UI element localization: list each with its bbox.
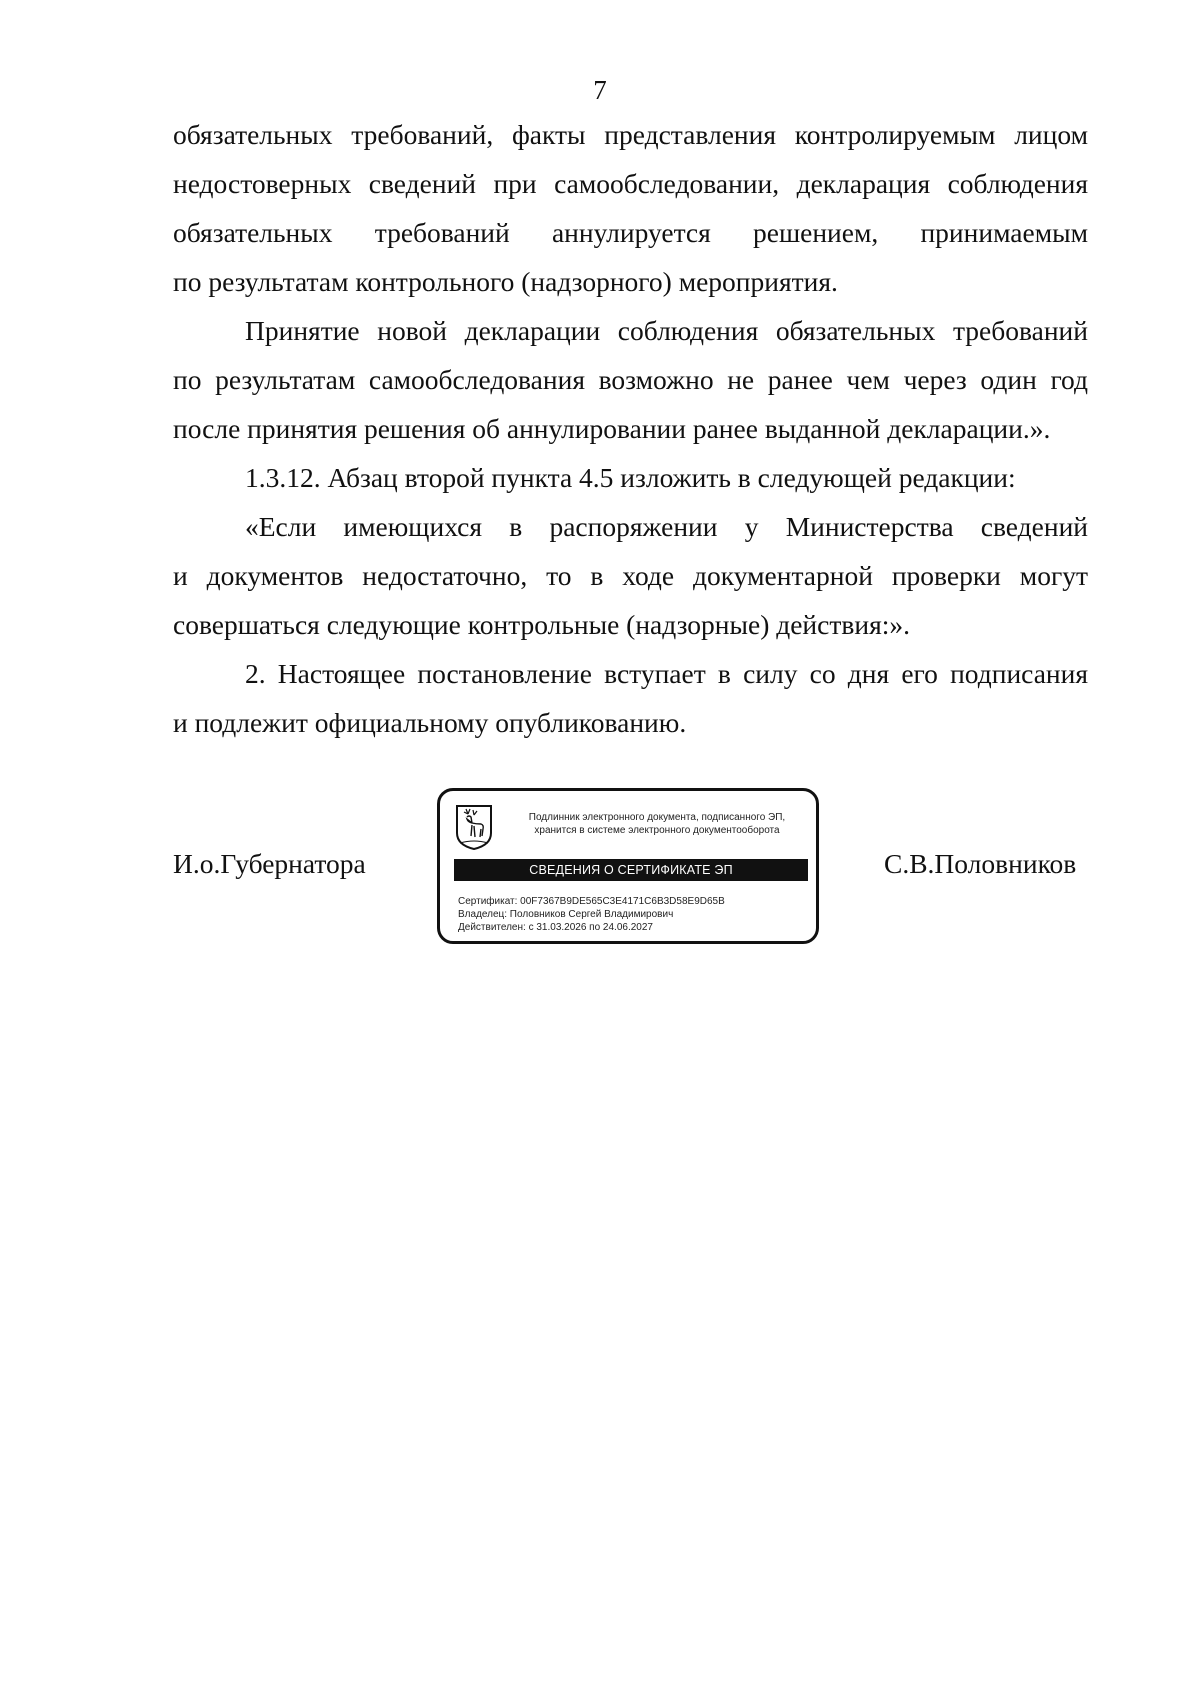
- certificate-info-bar: СВЕДЕНИЯ О СЕРТИФИКАТЕ ЭП: [454, 859, 808, 881]
- certificate-serial: Сертификат: 00F7367B9DE565C3E4171C6B3D58E9D65B: [458, 896, 725, 907]
- electronic-signature-stamp: [437, 788, 819, 944]
- signatory-name: С.В.Половников: [884, 848, 1077, 879]
- certificate-validity: Действителен: с 31.03.2026 по 24.06.2027: [458, 922, 653, 933]
- stamp-header-line: Подлинник электронного документа, подписанного ЭП,: [528, 812, 786, 823]
- text-line: и документов недостаточно, то в ходе документарной проверки могут: [173, 560, 1088, 591]
- page-number: 7: [593, 75, 607, 105]
- stamp-header: [502, 811, 812, 837]
- text-line: 2. Настоящее постановление вступает в силу со дня его подписания: [245, 658, 1088, 689]
- text-line: обязательных требований, факты представления контролируемым лицом: [173, 119, 1088, 150]
- paragraph-amendment-1-3-12: [173, 453, 1088, 502]
- deer-emblem-icon: [454, 803, 494, 851]
- text-line: «Если имеющихся в распоряжении у Министерства сведений: [245, 511, 1088, 542]
- paragraph-new-declaration: [173, 306, 1088, 453]
- text-line: Принятие новой декларации соблюдения обязательных требований: [245, 315, 1088, 346]
- text-line: 1.3.12. Абзац второй пункта 4.5 изложить в следующей редакции:: [245, 462, 1016, 493]
- text-line: недостоверных сведений при самообследовании, декларация соблюдения: [173, 168, 1088, 199]
- certificate-details: [458, 895, 808, 934]
- stamp-header-line: хранится в системе электронного документооборота: [534, 825, 780, 836]
- text-line: совершаться следующие контрольные (надзорные) действия:».: [173, 609, 910, 640]
- text-line: по результатам самообследования возможно не ранее чем через один год: [173, 364, 1088, 395]
- certificate-owner: Владелец: Половников Сергей Владимирович: [458, 909, 674, 920]
- text-line: и подлежит официальному опубликованию.: [173, 707, 687, 738]
- text-line: обязательных требований аннулируется решением, принимаемым: [173, 217, 1088, 248]
- document-body: [173, 110, 1088, 747]
- paragraph-quote: [173, 502, 1088, 649]
- text-line: после принятия решения об аннулировании ранее выданной декларации.».: [173, 413, 1051, 444]
- paragraph-effective-date: [173, 649, 1088, 747]
- text-line: по результатам контрольного (надзорного) мероприятия.: [173, 266, 838, 297]
- signatory-position: И.о.Губернатора: [173, 848, 366, 879]
- paragraph-continuation: [173, 110, 1088, 306]
